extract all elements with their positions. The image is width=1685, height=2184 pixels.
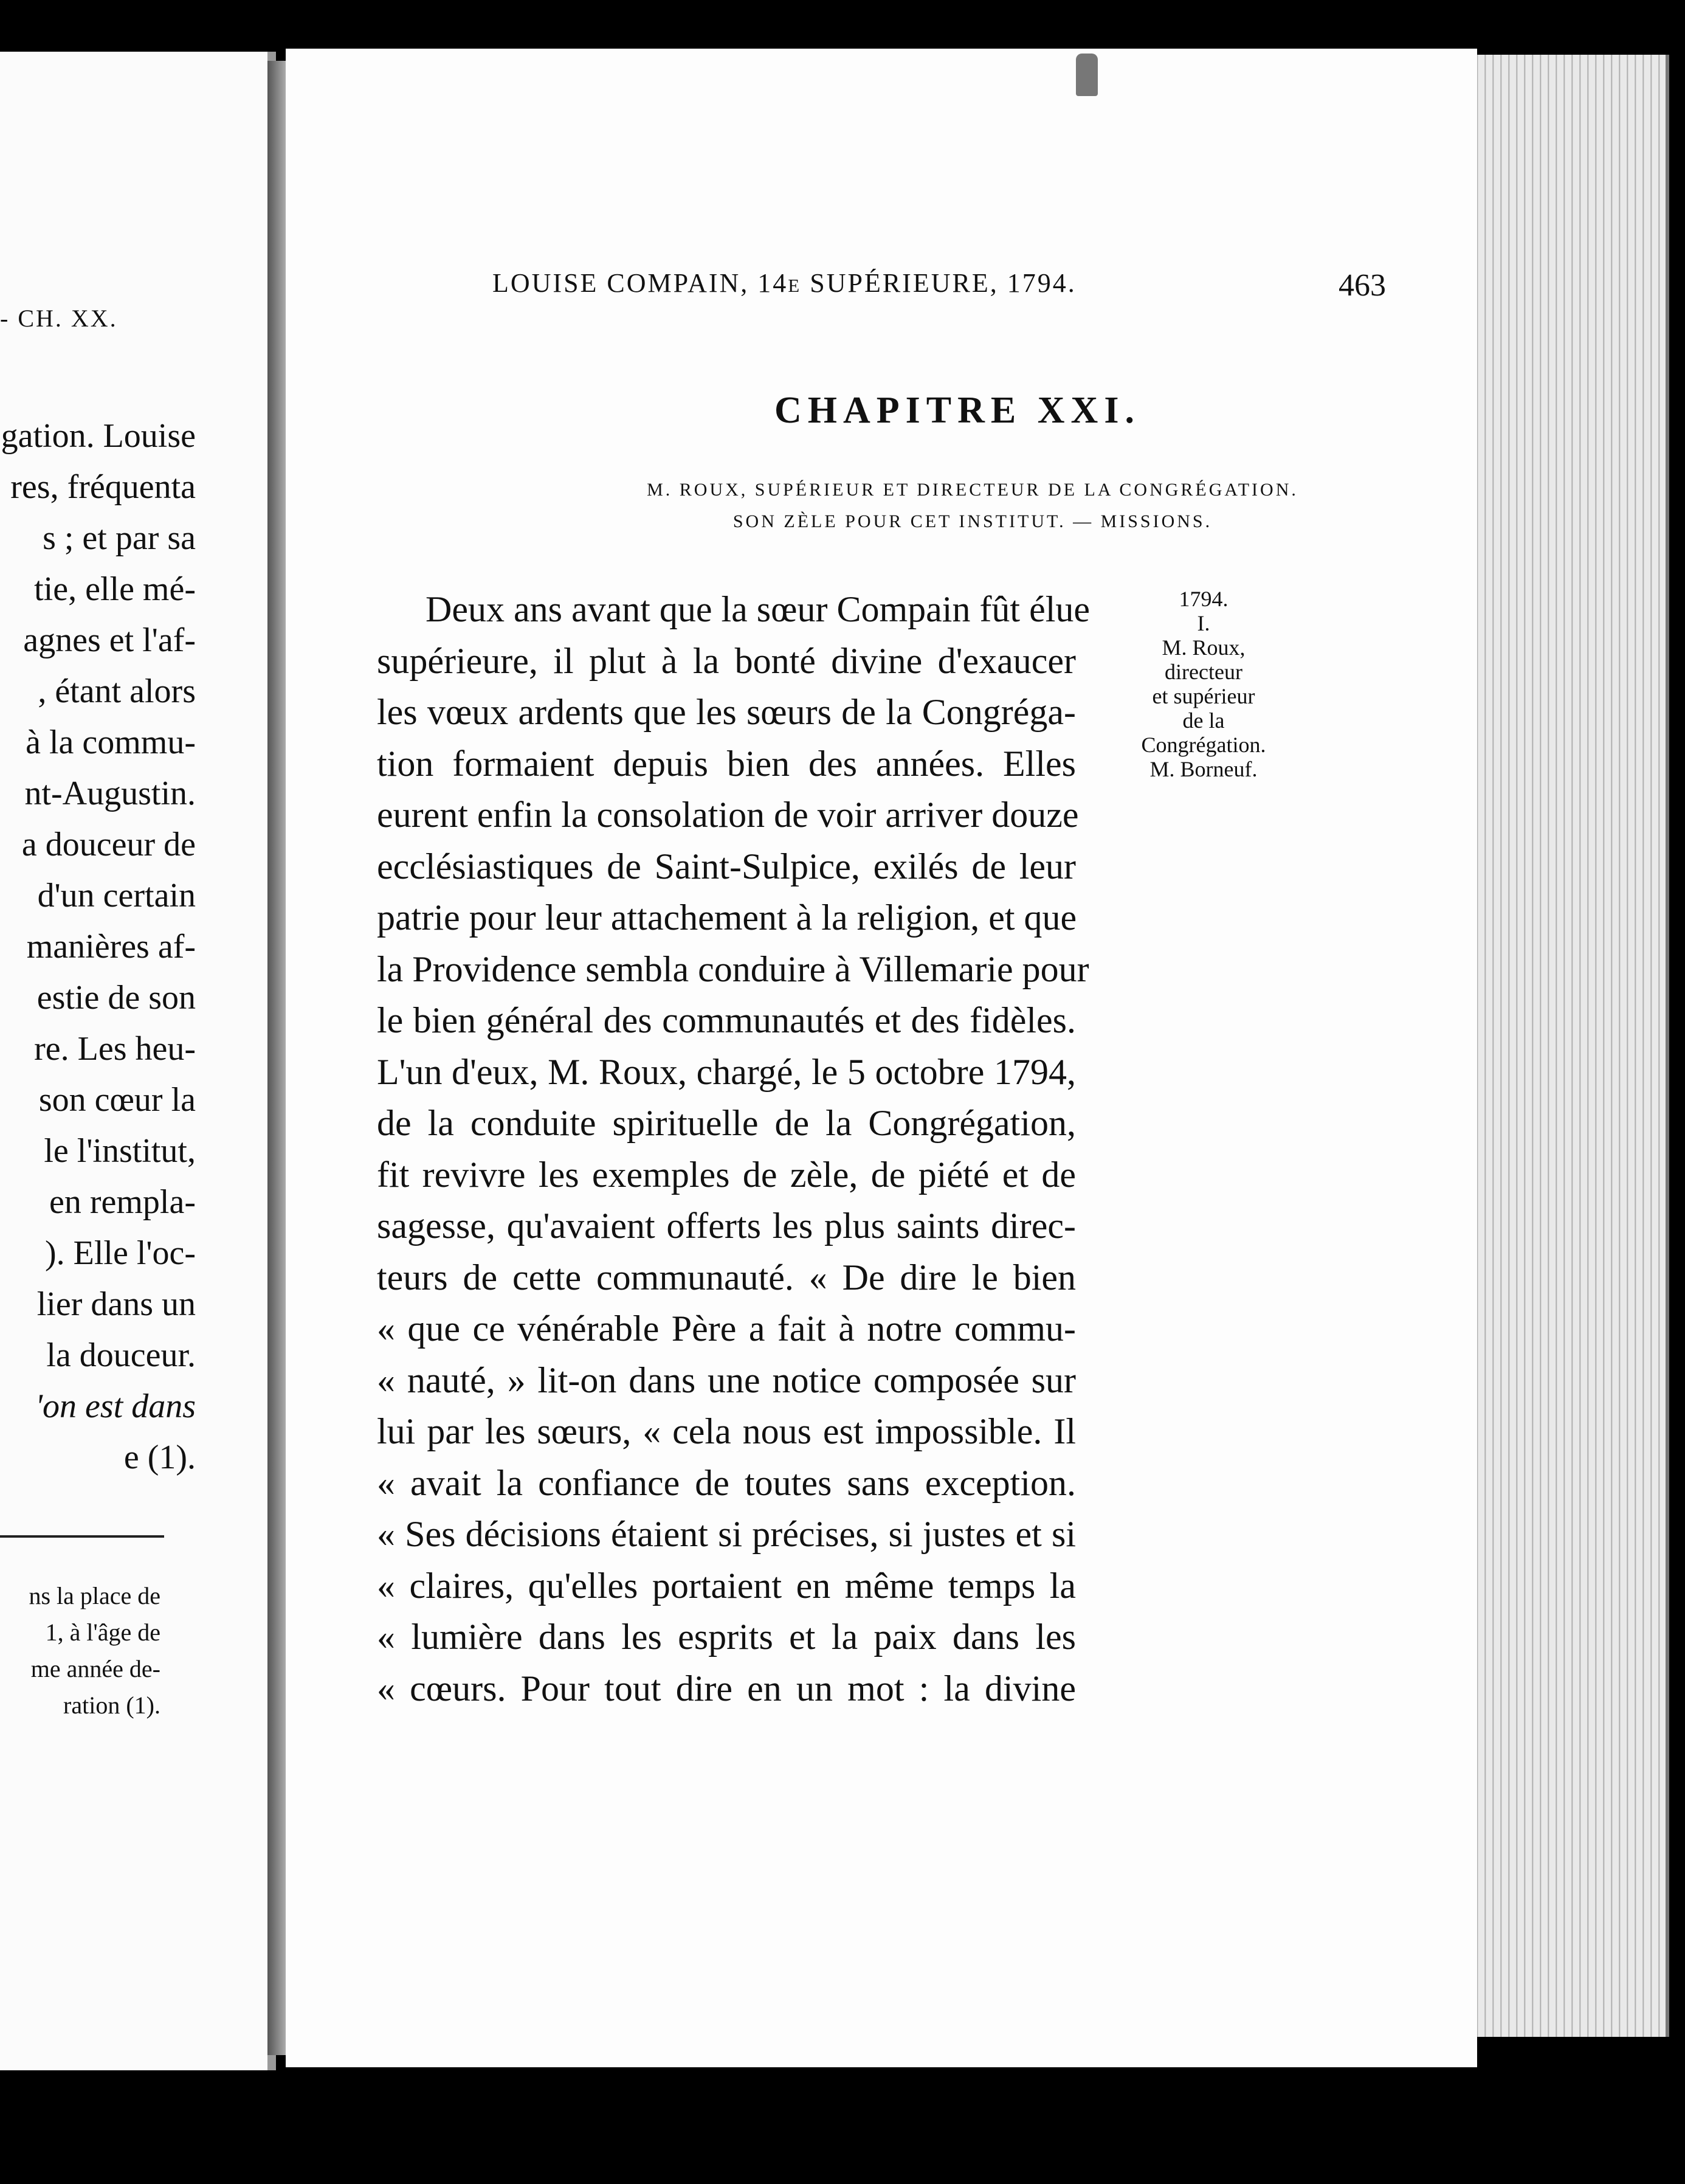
bookmark-ribbon <box>1076 54 1098 96</box>
text-line: 'on est dans <box>35 1387 196 1425</box>
text-line: estie de son <box>36 979 196 1017</box>
body-line: « claires, qu'elles portaient en même temps la <box>377 1565 1076 1606</box>
body-line: supérieure, il plut à la bonté divine d'exaucer <box>377 640 1076 681</box>
margin-note-line: Congrégation. <box>1141 733 1266 757</box>
body-line: « nauté, » lit-on dans une notice composée sur <box>377 1360 1076 1400</box>
body-line: L'un d'eux, M. Roux, chargé, le 5 octobre 1794, <box>377 1051 1076 1092</box>
body-line: tion formaient depuis bien des années. Elles <box>377 743 1076 784</box>
left-running-head: - CH. XX. <box>0 305 118 332</box>
text-line: nt-Augustin. <box>24 775 196 812</box>
body-line: la Providence sembla conduire à Villemarie pour <box>377 949 1089 989</box>
text-line: en rempla- <box>49 1183 196 1221</box>
body-line: « lumière dans les esprits et la paix dans les <box>377 1617 1076 1657</box>
running-head-title: LOUISE COMPAIN, 14e SUPÉRIEURE, 1794. <box>492 268 1077 298</box>
body-line: « cœurs. Pour tout dire en un mot : la divine <box>377 1668 1076 1709</box>
body-line: « Ses décisions étaient si précises, si justes et si <box>377 1514 1076 1554</box>
running-head <box>492 268 1386 303</box>
text-line: son cœur la <box>38 1081 196 1119</box>
text-line: le l'institut, <box>44 1132 196 1170</box>
margin-note-line: 1794. <box>1179 587 1228 611</box>
text-line: e (1). <box>123 1439 196 1476</box>
text-line: manières af- <box>26 928 196 966</box>
margin-note-line: M. Borneuf. <box>1149 757 1258 781</box>
text-line: tie, elle mé- <box>34 570 196 608</box>
footnote-line: me année de- <box>30 1655 160 1682</box>
body-line: ecclésiastiques de Saint-Sulpice, exilés de leur <box>377 846 1076 886</box>
body-line: de la conduite spirituelle de la Congrégation, <box>377 1103 1076 1143</box>
text-line: , étant alors <box>38 672 196 710</box>
page-number: 463 <box>1339 268 1386 303</box>
footnote-line: 1, à l'âge de <box>45 1619 160 1646</box>
body-line: le bien général des communautés et des fidèles. <box>377 1000 1076 1040</box>
body-line: teurs de cette communauté. « De dire le bien <box>377 1257 1076 1298</box>
footnote-line: ns la place de <box>29 1582 160 1609</box>
text-line: s ; et par sa <box>43 519 196 557</box>
text-line: à la commu- <box>26 724 196 761</box>
margin-note-line: I. <box>1197 611 1210 635</box>
chapter-title: CHAPITRE XXI. <box>774 390 1140 431</box>
margin-notes <box>1118 587 1289 781</box>
text-line: la douceur. <box>46 1336 196 1374</box>
body-line: eurent enfin la consolation de voir arriver douze <box>377 795 1079 835</box>
text-line: agnes et l'af- <box>23 621 196 659</box>
margin-note-line: de la <box>1182 708 1225 733</box>
text-line: ). Elle l'oc- <box>45 1234 196 1272</box>
body-line: patrie pour leur attachement à la religion, et que <box>377 897 1077 938</box>
text-line: res, fréquenta <box>10 468 196 506</box>
body-text <box>377 584 1091 1714</box>
left-text-block <box>1 410 196 1483</box>
left-footnotes <box>29 1578 160 1724</box>
left-page <box>0 52 276 2070</box>
right-page <box>286 49 1477 2067</box>
summary-line: M. ROUX, SUPÉRIEUR ET DIRECTEUR DE LA CONGRÉGATION. <box>647 480 1298 500</box>
text-line: gation. Louise <box>1 417 196 455</box>
text-line: a douceur de <box>21 826 196 863</box>
margin-note-line: et supérieur <box>1152 684 1255 708</box>
body-line: les vœux ardents que les sœurs de la Congréga- <box>377 692 1076 732</box>
margin-note-line: M. Roux, <box>1162 635 1246 660</box>
page-edges <box>1447 55 1669 2037</box>
footnote-line: ration (1). <box>63 1692 160 1719</box>
footnote-rule <box>0 1535 164 1538</box>
text-line: d'un certain <box>37 877 196 914</box>
margin-note-line: directeur <box>1165 660 1242 684</box>
body-line: sagesse, qu'avaient offerts les plus saints direc- <box>377 1206 1076 1246</box>
body-line: lui par les sœurs, « cela nous est impossible. Il <box>377 1411 1076 1451</box>
text-line: re. Les heu- <box>34 1030 196 1068</box>
body-line: « avait la confiance de toutes sans exception. <box>377 1462 1076 1503</box>
chapter-summary <box>286 474 1477 537</box>
summary-line: SON ZÈLE POUR CET INSTITUT. — MISSIONS. <box>732 511 1213 531</box>
body-line: « que ce vénérable Père a fait à notre commu- <box>377 1308 1076 1349</box>
body-line: Deux ans avant que la sœur Compain fût élue <box>426 589 1091 629</box>
text-line: lier dans un <box>36 1285 196 1323</box>
body-line: fit revivre les exemples de zèle, de piété et de <box>377 1154 1076 1195</box>
